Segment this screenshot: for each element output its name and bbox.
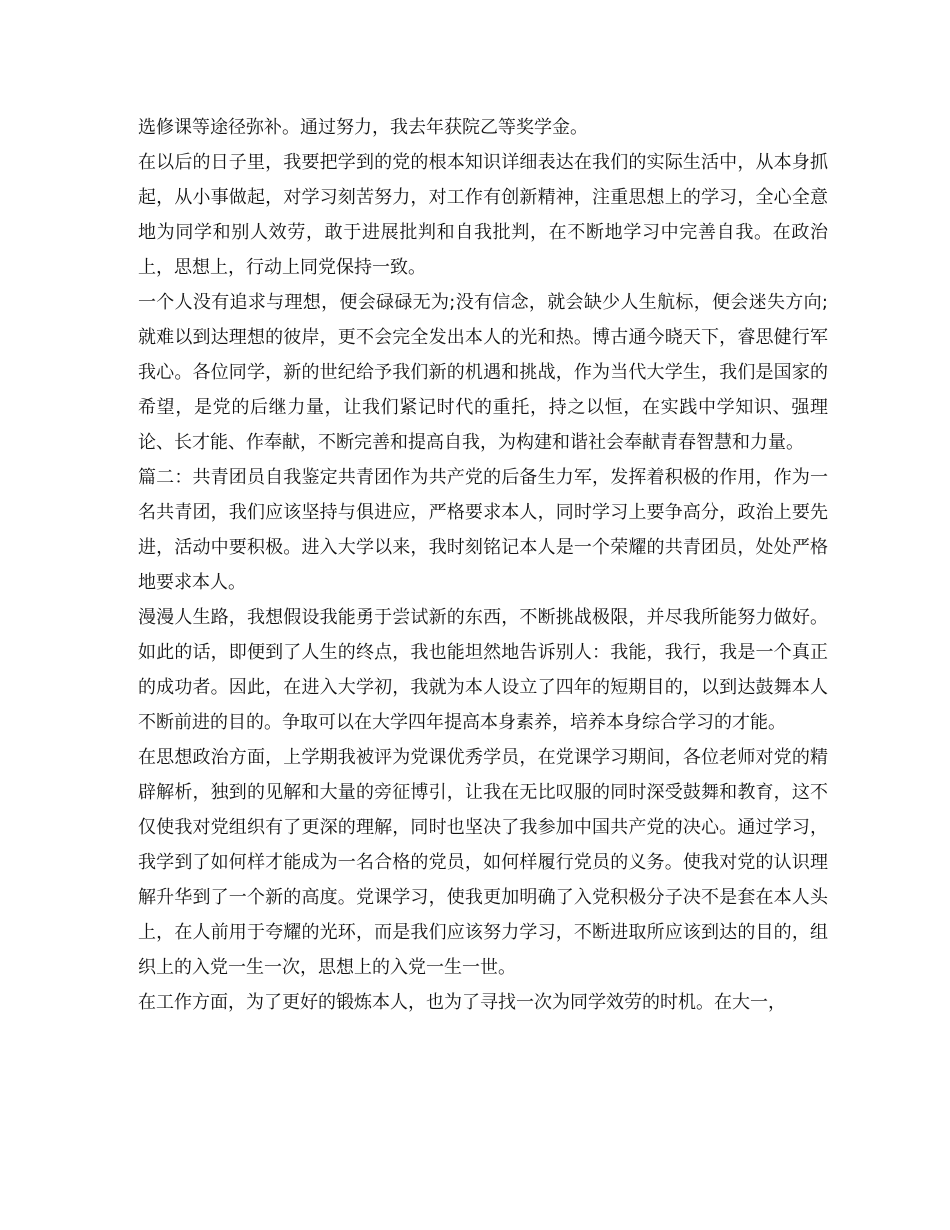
paragraph: 篇二：共青团员自我鉴定共青团作为共产党的后备生力军，发挥着积极的作用，作为一名共青团，我们应该坚持与俱进应，严格要求本人，同时学习上要争高分，政治上要先进，活动中要积极。进入大学以来，我时刻铭记本人是一个荣耀的共青团员，处处严格地要求本人。 (138, 467, 828, 593)
paragraph: 在以后的日子里，我要把学到的党的根本知识详细表达在我们的实际生活中，从本身抓起，从小事做起，对学习刻苦努力，对工作有创新精神，注重思想上的学习，全心全意地为同学和别人效劳，敢于进展批判和自我批判，在不断地学习中完善自我。在政治上，思想上，行动上同党保持一致。 (138, 152, 828, 278)
paragraph: 漫漫人生路，我想假设我能勇于尝试新的东西，不断挑战极限，并尽我所能努力做好。如此的话，即便到了人生的终点，我也能坦然地告诉别人：我能，我行，我是一个真正的成功者。因此，在进入大学初，我就为本人设立了四年的短期目的，以到达鼓舞本人不断前进的目的。争取可以在大学四年提高本身素养，培养本身综合学习的才能。 (138, 607, 828, 733)
paragraph: 选修课等途径弥补。通过努力，我去年获院乙等奖学金。 (138, 117, 588, 138)
paragraph: 在工作方面，为了更好的锻炼本人，也为了寻找一次为同学效劳的时机。在大一， (138, 992, 786, 1013)
paragraph: 一个人没有追求与理想，便会碌碌无为;没有信念，就会缺少人生航标，便会迷失方向;就难以到达理想的彼岸，更不会完全发出本人的光和热。博古通今晓天下，睿思健行军我心。各位同学，新的世纪给予我们新的机遇和挑战，作为当代大学生，我们是国家的希望，是党的后继力量，让我们紧记时代的重托，持之以恒，在实践中学知识、强理论、长才能、作奉献，不断完善和提高自我，为构建和谐社会奉献青春智慧和力量。 (138, 292, 828, 453)
document-body (138, 110, 828, 1020)
paragraph: 在思想政治方面，上学期我被评为党课优秀学员，在党课学习期间，各位老师对党的精辟解析，独到的见解和大量的旁征博引，让我在无比叹服的同时深受鼓舞和教育，这不仅使我对党组织有了更深的理解，同时也坚决了我参加中国共产党的决心。通过学习，我学到了如何样才能成为一名合格的党员，如何样履行党员的义务。使我对党的认识理解升华到了一个新的高度。党课学习，使我更加明确了入党积极分子决不是套在本人头上，在人前用于夸耀的光环，而是我们应该努力学习，不断进取所应该到达的目的，组织上的入党一生一次，思想上的入党一生一世。 (138, 747, 828, 978)
